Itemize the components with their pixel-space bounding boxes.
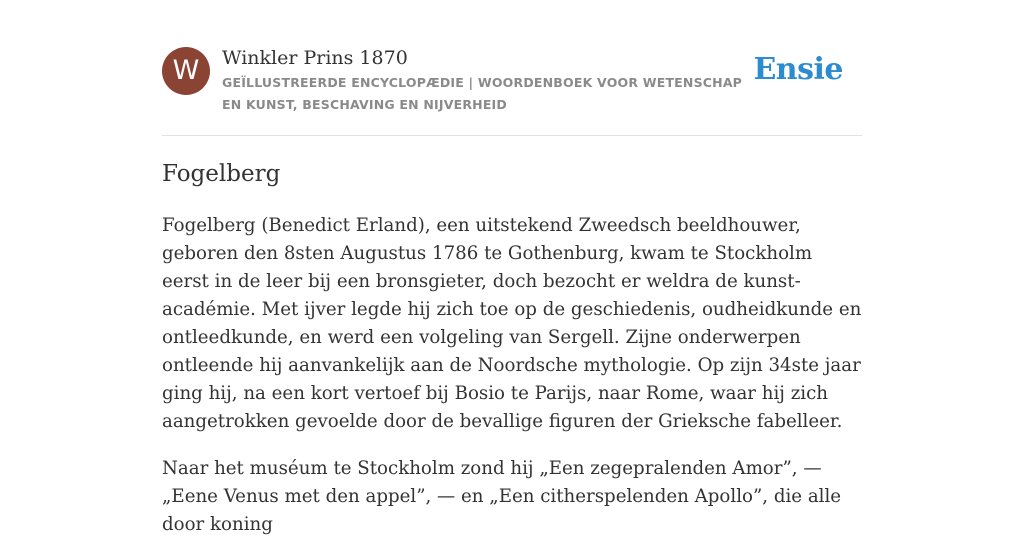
source-avatar[interactable]: W <box>162 47 210 95</box>
entry-body <box>162 212 864 558</box>
entry-paragraph: Fogelberg (Benedict Erland), een uitstekend Zweedsch beeldhouwer, geboren den 8sten Augustus 1786 te Gothenburg, kwam te Stockholm eerst in de leer bij een bronsgieter, doch bezocht er weldra de kunst-académie. Met ijver legde hij zich toe op de geschiedenis, oudheidkunde en ontleedkunde, en werd een volgeling van Sergell. Zijne onderwerpen ontleende hij aanvankelijk aan de Noordsche mythologie. Op zijn 34ste jaar ging hij, na een kort vertoef bij Bosio te Parijs, naar Rome, waar hij zich aangetrokken gevoelde door de bevallige figuren der Grieksche fabelleer. <box>162 215 862 432</box>
source-title[interactable]: Winkler Prins 1870 <box>222 47 408 69</box>
source-subtitle: GEÏLLUSTREERDE ENCYCLOPÆDIE | WOORDENBOEK VOOR WETENSCHAP EN KUNST, BESCHAVING EN NIJVERHEID <box>222 75 743 112</box>
page-container <box>162 0 862 535</box>
source-header <box>162 0 862 136</box>
ensie-logo[interactable]: Ensie <box>753 52 843 87</box>
entry-title: Fogelberg <box>162 161 281 187</box>
entry-paragraph: Naar het muséum te Stockholm zond hij „Een zegepralenden Amor”, — „Eene Venus met den appel”, — en „Een citherspelenden Apollo”, die alle door koning <box>162 458 842 535</box>
